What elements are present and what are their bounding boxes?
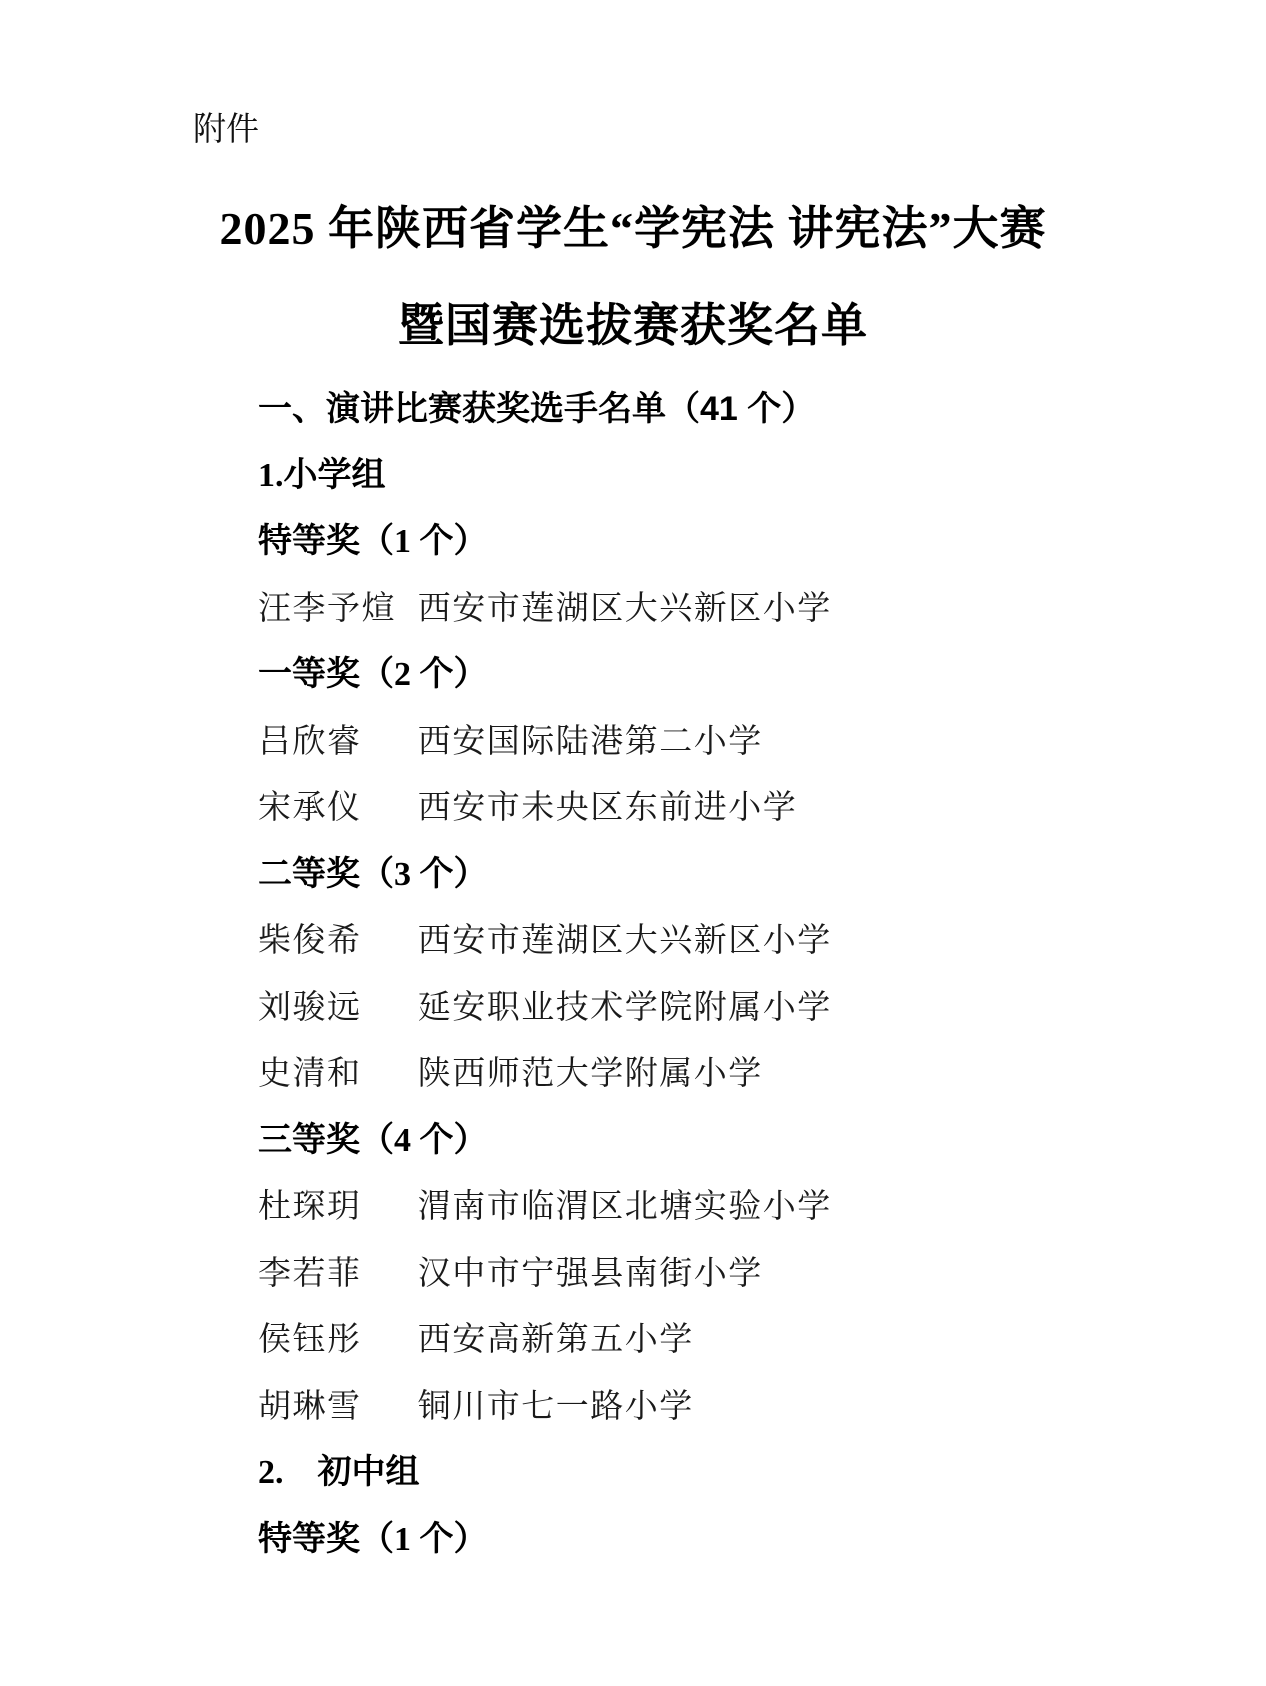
winner-school: 延安职业技术学院附属小学: [417, 989, 832, 1026]
award-heading-special-junior: 特等奖（1 个）: [258, 1520, 488, 1558]
winner-row: [258, 1041, 1226, 1108]
group-heading-junior: 2. 初中组: [258, 1454, 420, 1491]
winner-name: 杜琛玥: [258, 1189, 362, 1225]
winner-school: 铜川市七一路小学: [417, 1388, 694, 1425]
award-heading-first: 一等奖（2 个）: [258, 656, 488, 693]
winner-row: [258, 1307, 1226, 1374]
winner-school: 西安高新第五小学: [417, 1322, 694, 1358]
winner-school: 西安市莲湖区大兴新区小学: [417, 923, 832, 959]
winner-name: 汪李予煊: [258, 590, 396, 627]
winner-name: 宋承仪: [258, 790, 362, 826]
winner-school: 汉中市宁强县南街小学: [417, 1255, 763, 1292]
annex-label: 附件: [193, 112, 259, 148]
document-title: [0, 180, 1266, 374]
winner-name: 李若菲: [258, 1255, 362, 1292]
section-heading: 一、演讲比赛获奖选手名单（41 个）: [258, 390, 816, 428]
winner-row: [258, 908, 1226, 975]
winner-name: 吕欣睿: [258, 723, 362, 760]
award-heading-special: 特等奖（1 个）: [258, 523, 488, 560]
winner-row: [258, 576, 1226, 643]
winner-school: 西安市莲湖区大兴新区小学: [417, 590, 832, 627]
winner-name: 柴俊希: [258, 923, 362, 959]
winner-name: 胡琳雪: [258, 1388, 362, 1425]
award-heading-third: 三等奖（4 个）: [258, 1121, 488, 1159]
winner-name: 史清和: [258, 1056, 362, 1092]
document-body: [258, 376, 1226, 1573]
winner-row: [258, 1174, 1226, 1241]
winner-row: [258, 1374, 1226, 1441]
winner-row: [258, 775, 1226, 842]
winner-row: [258, 709, 1226, 776]
award-heading-second: 二等奖（3 个）: [258, 855, 488, 893]
winner-row: [258, 1241, 1226, 1308]
group-heading-primary: 1.小学组: [258, 456, 386, 494]
winner-name: 刘骏远: [258, 989, 362, 1026]
winner-school: 西安市未央区东前进小学: [417, 790, 798, 826]
winner-name: 侯钰彤: [258, 1322, 362, 1358]
winner-school: 渭南市临渭区北塘实验小学: [417, 1189, 832, 1225]
title-line-2: 暨国赛选拔赛获奖名单: [398, 300, 868, 351]
title-line-1: 2025 年陕西省学生“学宪法 讲宪法”大赛: [219, 203, 1047, 254]
winner-school: 陕西师范大学附属小学: [417, 1056, 763, 1092]
winner-row: [258, 975, 1226, 1042]
winner-school: 西安国际陆港第二小学: [417, 723, 763, 760]
